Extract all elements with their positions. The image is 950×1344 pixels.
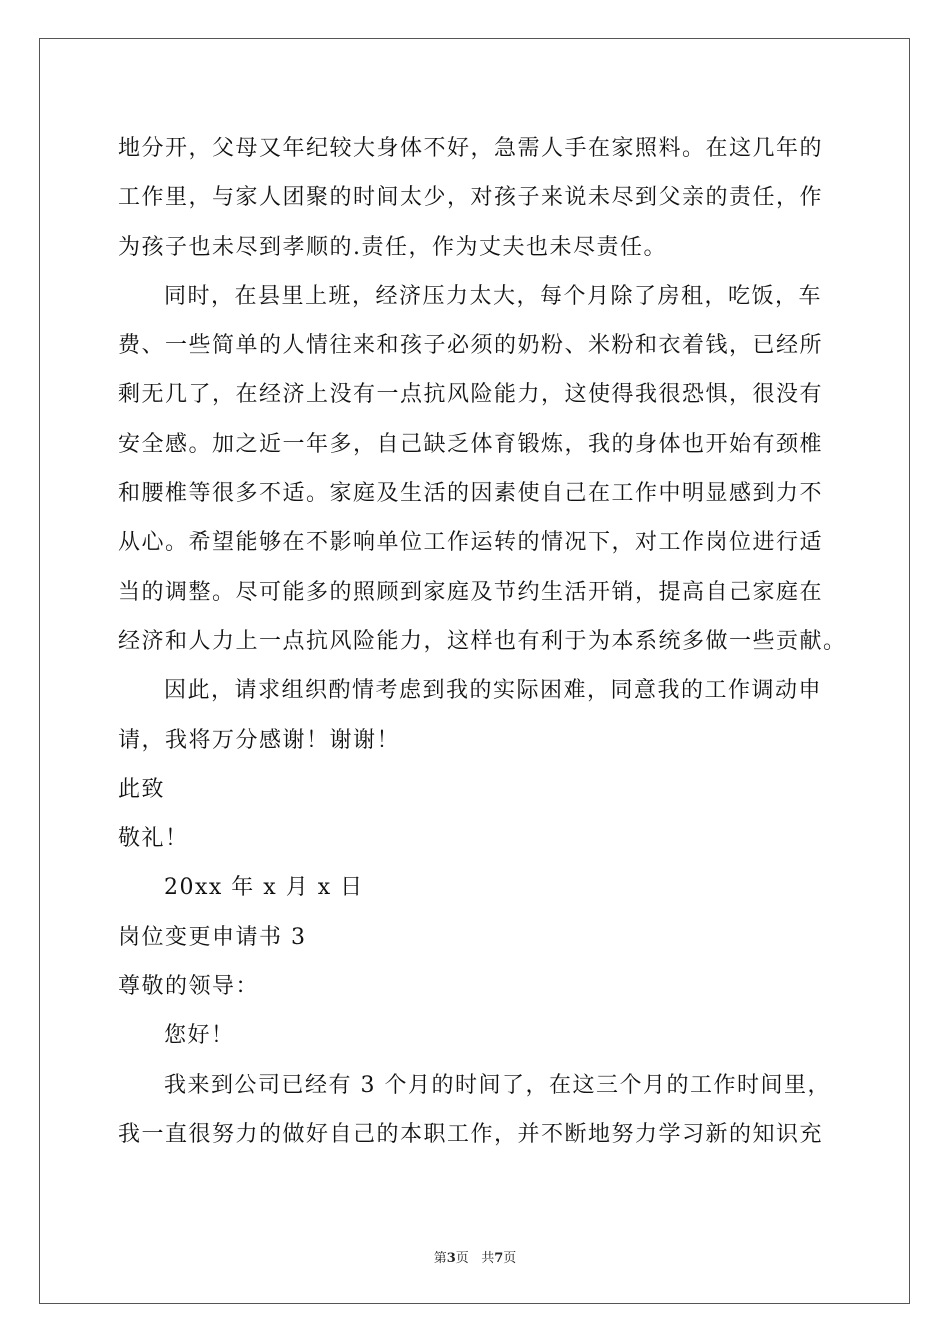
section-title: 岗位变更申请书 3 (118, 924, 307, 950)
paragraph-line: 当的调整。尽可能多的照顾到家庭及节约生活开销，提高自己家庭在 (118, 579, 824, 605)
closing-salute: 敬礼！ (118, 826, 189, 852)
paragraph-line: 工作里，与家人团聚的时间太少，对孩子来说未尽到父亲的责任，作 (118, 185, 824, 211)
paragraph-line: 我来到公司已经有 3 个月的时间了，在这三个月的工作时间里， (164, 1072, 831, 1098)
closing-line: 此致 (118, 776, 166, 802)
paragraph-line: 请，我将万分感谢！谢谢！ (118, 727, 401, 753)
page-prefix: 第 (433, 1251, 447, 1266)
salutation: 尊敬的领导： (118, 974, 260, 1000)
paragraph-line: 安全感。加之近一年多，自己缺乏体育锻炼，我的身体也开始有颈椎 (118, 431, 824, 457)
total-pages: 7 (494, 1251, 504, 1266)
page-footer (0, 1247, 950, 1266)
paragraph-line: 同时，在县里上班，经济压力太大，每个月除了房租，吃饭，车 (164, 283, 823, 309)
document-body (118, 124, 847, 1159)
paragraph-line: 我一直很努力的做好自己的本职工作，并不断地努力学习新的知识充 (118, 1121, 824, 1147)
paragraph-line: 和腰椎等很多不适。家庭及生活的因素使自己在工作中明显感到力不 (118, 481, 824, 507)
paragraph-line: 地分开，父母又年纪较大身体不好，急需人手在家照料。在这几年的 (118, 136, 824, 161)
paragraph-line: 剩无几了，在经济上没有一点抗风险能力，这使得我很恐惧，很没有 (118, 382, 824, 408)
greeting: 您好！ (164, 1023, 235, 1049)
total-prefix: 共 (481, 1251, 495, 1266)
total-suffix: 页 (503, 1251, 517, 1266)
paragraph-line: 因此，请求组织酌情考虑到我的实际困难，同意我的工作调动申 (164, 678, 823, 704)
paragraph-line: 费、一些简单的人情往来和孩子必须的奶粉、米粉和衣着钱，已经所 (118, 333, 824, 359)
paragraph-line: 从心。希望能够在不影响单位工作运转的情况下，对工作岗位进行适 (118, 530, 824, 556)
page-suffix: 页 (455, 1251, 469, 1266)
paragraph-line: 经济和人力上一点抗风险能力，这样也有利于为本系统多做一些贡献。 (118, 628, 847, 654)
date-line: 20xx 年 x 月 x 日 (164, 875, 364, 901)
paragraph-line: 为孩子也未尽到孝顺的.责任，作为丈夫也未尽责任。 (118, 234, 667, 260)
page-number: 3 (446, 1251, 456, 1266)
